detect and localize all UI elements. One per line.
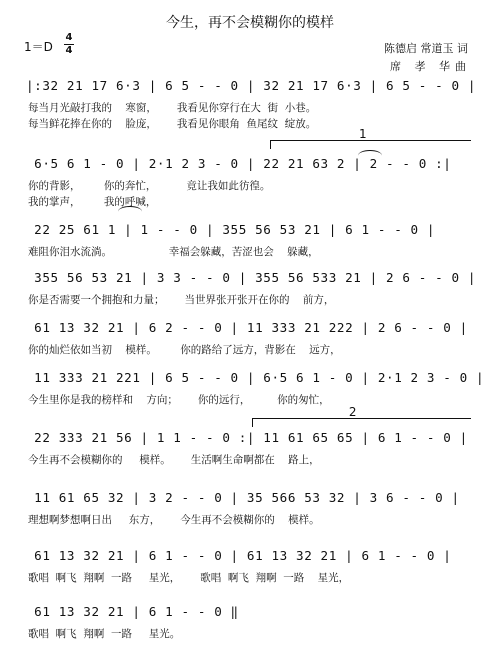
lyric-line: 理想啊梦想啊日出 东方， 今生再不会模糊你的 模样。 [28,514,320,526]
notation-line: 11 61 65 32 | 3 2 - - 0 | 35 566 53 32 | 3 6 - - 0 | [26,490,460,505]
second-ending-bracket [252,405,471,427]
lyric-line: 每当月光敲打我的 寒窗， 我看见你穿行在大 街 小巷。 [28,102,317,114]
lyric-line: 歌唱 啊飞 翔啊 一路 星光， 歌唱 啊飞 翔啊 一路 星光， [28,572,350,584]
first-ending-number: 1 [359,127,367,141]
lyricist-credit: 陈德启 常道玉 词 [384,42,468,55]
notation-line: 22 333 21 56 | 1 1 - - 0 :| 11 61 65 65 | 6 1 - - 0 | [26,430,468,445]
time-signature [64,33,74,56]
notation-line: 6·5 6 1 - 0 | 2·1 2 3 - 0 | 22 21 63 2 | 2 - - 0 :| [26,156,452,171]
lyric-line: 每当鲜花捧在你的 脸庞， 我看见你眼角 鱼尾纹 绽放。 [28,118,317,130]
lyric-line: 今生再不会模糊你的 模样。 生活啊生命啊都在 路上， [28,454,320,466]
lyric-line: 今生里你是我的榜样和 方向； 你的远行， 你的匆忙， [28,394,330,406]
lyric-line: 歌唱 啊飞 翔啊 一路 星光。 [28,628,181,640]
notation-line: 22 25 61 1 | 1 - - 0 | 355 56 53 21 | 6 1 - - 0 | [26,222,436,237]
first-ending-bracket [270,127,471,149]
notation-line: 61 13 32 21 | 6 1 - - 0 | 61 13 32 21 | 6 1 - - 0 | [26,548,452,563]
composer-credit: 席 孝 华曲 [390,60,471,73]
lyric-line: 难阻你泪水流淌。 幸福会躲藏，苦涩也会 躲藏， [28,246,319,258]
song-title: 今生，再不会模糊你的模样 [166,15,334,31]
notation-line: |:32 21 17 6·3 | 6 5 - - 0 | 32 21 17 6·3 | 6 5 - - 0 | [26,78,477,93]
lyric-line: 你是否需要一个拥抱和力量； 当世界张开张开在你的 前方， [28,294,335,306]
key-signature: 1＝D [24,40,53,54]
meter-bottom: 4 [65,45,73,56]
meter-top: 4 [65,32,73,43]
notation-line: 61 13 32 21 | 6 1 - - 0 ‖ [26,604,239,619]
notation-line: 61 13 32 21 | 6 2 - - 0 | 11 333 21 222 | 2 6 - - 0 | [26,320,468,335]
second-ending-number: 2 [348,405,357,419]
notation-line: 355 56 53 21 | 3 3 - - 0 | 355 56 533 21 | 2 6 - - 0 | [26,270,477,285]
notation-line: 11 333 21 221 | 6 5 - - 0 | 6·5 6 1 - 0 | 2·1 2 3 - 0 | [26,370,485,385]
lyric-line: 我的掌声， 我的呼喊， [28,196,157,208]
lyric-line: 你的灿烂依如当初 模样。 你的路给了远方，背影在 远方， [28,344,341,356]
lyric-line: 你的背影， 你的奔忙， 竟让我如此彷徨。 [28,180,271,192]
